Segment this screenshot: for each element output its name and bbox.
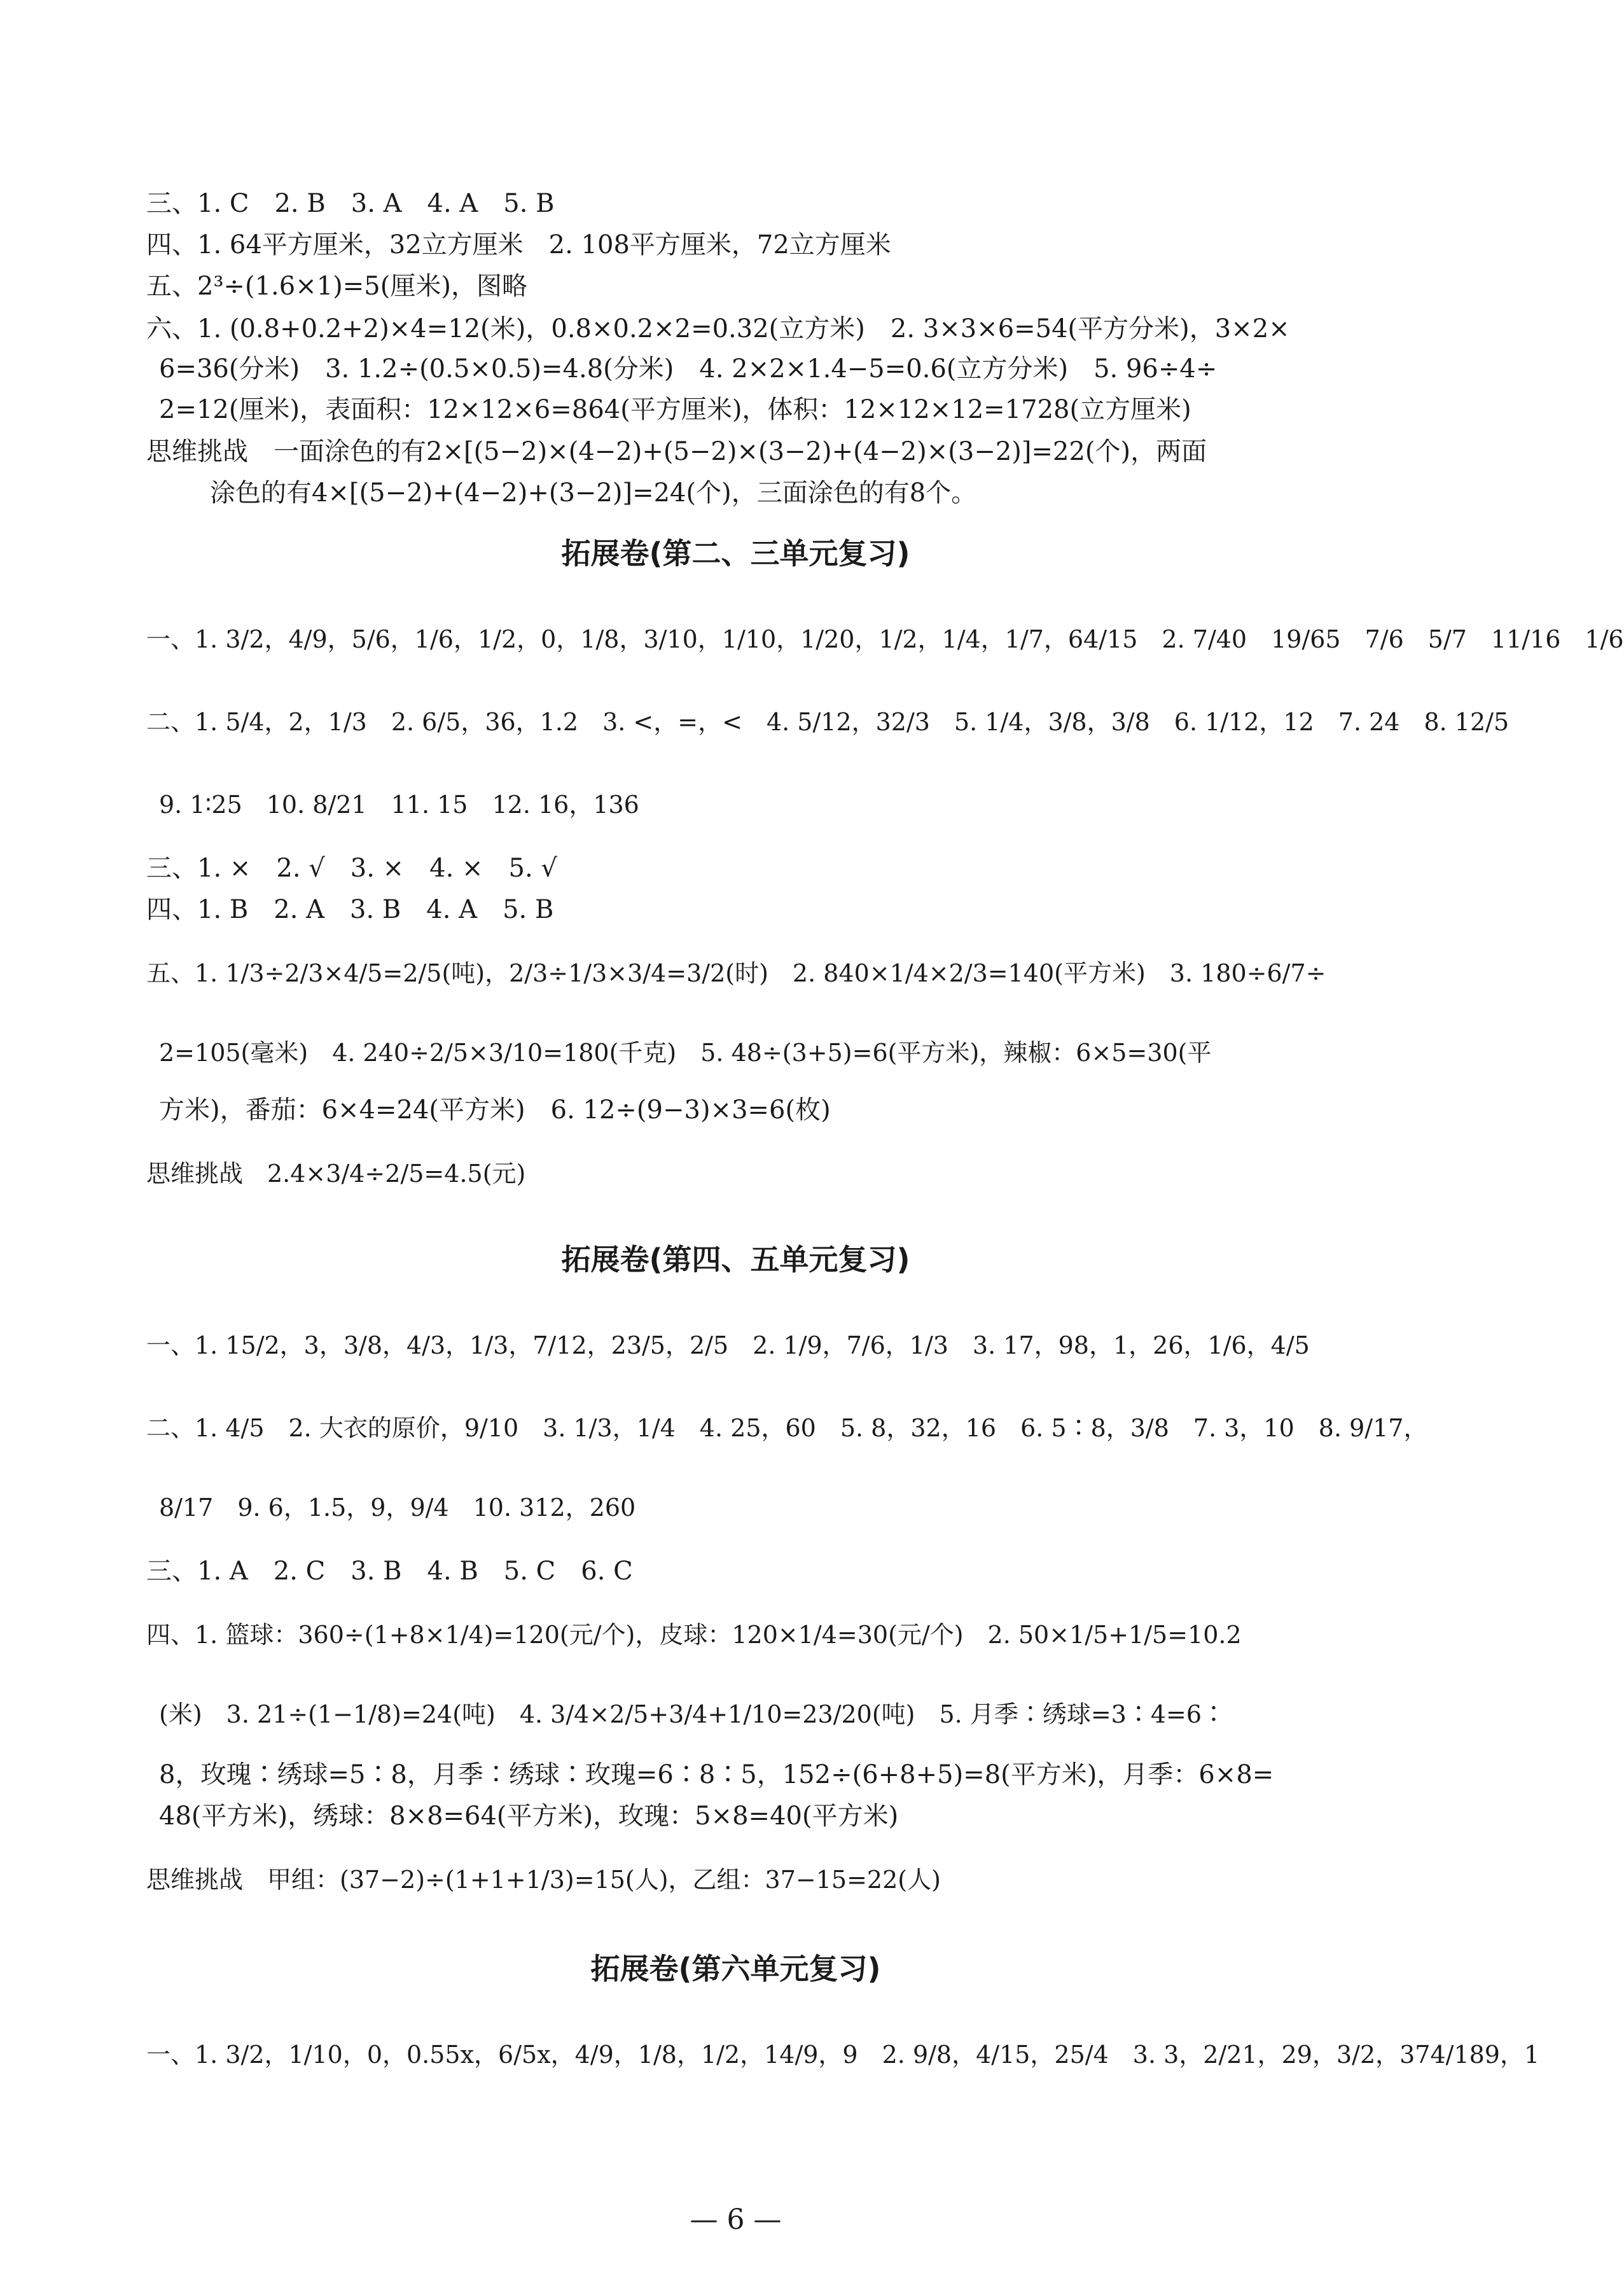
page-number: — 6 — — [690, 2203, 782, 2236]
answer-line: 六、1. (0.8+0.2+2)×4=12(米)，0.8×0.2×2=0.32(立方米) 2. 3×3×6=54(平方分米)，3×2× — [146, 314, 1290, 343]
answer-line: 2=12(厘米)，表面积：12×12×6=864(平方厘米)，体积：12×12×12=1728(立方厘米) — [159, 395, 1191, 424]
answer-line: 9. 1∶25 10. 8/21 11. 15 12. 16，136 — [159, 791, 639, 819]
section-title: 拓展卷(第六单元复习) — [590, 1952, 881, 1986]
answer-line: 二、1. 5/4，2，1/3 2. 6/5，36，1.2 3. <，=，< 4. 5/12，32/3 5. 1/4，3/8，3/8 6. 1/12，12 7. 24 8. 12/5 — [146, 708, 1509, 736]
answer-line: 2=105(毫米) 4. 240÷2/5×3/10=180(千克) 5. 48÷(3+5)=6(平方米)，辣椒：6×5=30(平 — [159, 1039, 1212, 1067]
answer-line: 方米)，番茄：6×4=24(平方米) 6. 12÷(9−3)×3=6(枚) — [159, 1095, 831, 1125]
answer-line: 6=36(分米) 3. 1.2÷(0.5×0.5)=4.8(分米) 4. 2×2×1.4−5=0.6(立方分米) 5. 96÷4÷ — [159, 354, 1218, 384]
answer-line: (米) 3. 21÷(1−1/8)=24(吨) 4. 3/4×2/5+3/4+1/10=23/20(吨) 5. 月季∶绣球=3∶4=6∶ — [159, 1700, 1226, 1728]
answer-line: 四、1. 篮球：360÷(1+8×1/4)=120(元/个)，皮球：120×1/4=30(元/个) 2. 50×1/5+1/5=10.2 — [146, 1621, 1242, 1649]
answer-line: 五、2³÷(1.6×1)=5(厘米)，图略 — [146, 272, 527, 301]
answer-line: 五、1. 1/3÷2/3×4/5=2/5(吨)，2/3÷1/3×3/4=3/2(时) 2. 840×1/4×2/3=140(平方米) 3. 180÷6/7÷ — [146, 959, 1326, 987]
answer-line: 8/17 9. 6，1.5，9，9/4 10. 312，260 — [159, 1494, 636, 1522]
answer-line: 四、1. B 2. A 3. B 4. A 5. B — [146, 895, 554, 924]
answer-line: 一、1. 3/2，4/9，5/6，1/6，1/2，0，1/8，3/10，1/10，1/20，1/2，1/4，1/7，64/15 2. 7/40 19/65 7/6 5/7 11/16 1/6 — [146, 625, 1624, 653]
answer-line: 一、1. 3/2，1/10，0，0.55x，6/5x，4/9，1/8，1/2，14/9，9 2. 9/8，4/15，25/4 3. 3，2/21，29，3/2，374/189，1 — [146, 2041, 1540, 2069]
answer-line: 三、1. × 2. √ 3. × 4. × 5. √ — [146, 854, 557, 883]
challenge-line: 涂色的有4×[(5−2)+(4−2)+(3−2)]=24(个)，三面涂色的有8个。 — [210, 478, 977, 508]
challenge-line: 思维挑战 甲组：(37−2)÷(1+1+1/3)=15(人)，乙组：37−15=22(人) — [146, 1866, 941, 1894]
answer-line: 一、1. 15/2，3，3/8，4/3，1/3，7/12，23/5，2/5 2. 1/9，7/6，1/3 3. 17，98，1，26，1/6，4/5 — [146, 1331, 1310, 1359]
challenge-line: 思维挑战 2.4×3/4÷2/5=4.5(元) — [146, 1160, 526, 1188]
answer-line: 三、1. C 2. B 3. A 4. A 5. B — [146, 189, 555, 218]
answer-line: 8，玫瑰∶绣球=5∶8，月季∶绣球∶玫瑰=6∶8∶5，152÷(6+8+5)=8(平方米)，月季：6×8= — [159, 1760, 1274, 1789]
challenge-line: 思维挑战 一面涂色的有2×[(5−2)×(4−2)+(5−2)×(3−2)+(4−2)×(3−2)]=22(个)，两面 — [146, 437, 1207, 466]
answer-line: 48(平方米)，绣球：8×8=64(平方米)，玫瑰：5×8=40(平方米) — [159, 1801, 899, 1831]
answer-line: 四、1. 64平方厘米，32立方厘米 2. 108平方厘米，72立方厘米 — [146, 230, 891, 260]
section-title: 拓展卷(第二、三单元复习) — [561, 536, 910, 571]
section-title: 拓展卷(第四、五单元复习) — [561, 1242, 910, 1277]
answer-line: 二、1. 4/5 2. 大衣的原价，9/10 3. 1/3，1/4 4. 25，60 5. 8，32，16 6. 5∶8，3/8 7. 3，10 8. 9/17， — [146, 1414, 1428, 1442]
answer-line: 三、1. A 2. C 3. B 4. B 5. C 6. C — [146, 1557, 633, 1586]
